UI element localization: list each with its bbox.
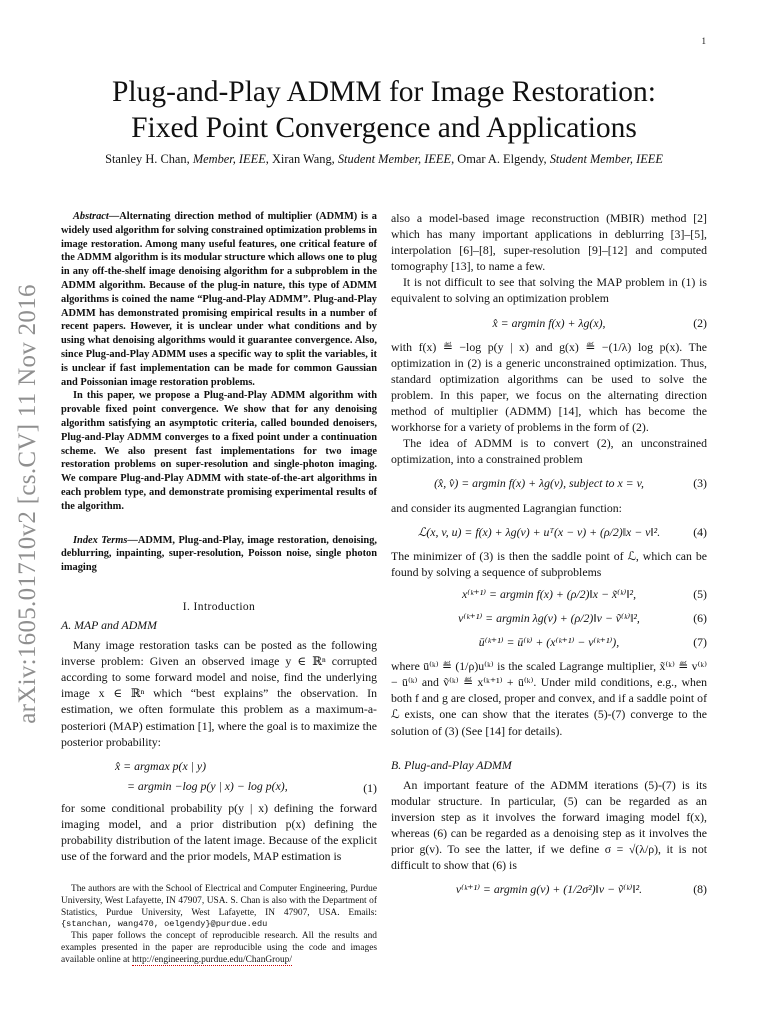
equation-6 <box>391 610 707 626</box>
equation-4-body: ℒ(x, v, u) = f(x) + λg(v) + uᵀ(x − v) + (ρ/2)‖x − v‖². <box>417 524 661 539</box>
right-paragraph-1: also a model-based image reconstruction (MBIR) method [2] which has many important applications in deblurring [3]–[5], interpolation [6]–[8], super-resolution [9]–[12] and computed tomography [13], to name a few. <box>391 211 707 274</box>
equation-2-number: (2) <box>693 315 707 330</box>
author-1-role: Member, IEEE <box>192 152 266 166</box>
equation-2 <box>391 315 707 331</box>
footnote-affiliation-text: The authors are with the School of Electrical and Computer Engineering, Purdue University, West Lafayette, IN 47907, USA. S. Chan is also with the Department of Statistics, Purdue University, West Lafayette, IN 47907, USA. Emails: <box>61 884 377 918</box>
equation-5-number: (5) <box>693 586 707 601</box>
intro-paragraph-1: Many image restoration tasks can be posted as the following inverse problem: Given an observed image y ∈ ℝⁿ corrupted according to some forward model and noise, find the underlying image x ∈ ℝⁿ which “best explains” the observation. In estimation, we often formulate this problem as a maximum-a-posteriori (MAP) estimation [1], where the goal is to maximize the posterior probability: <box>61 638 377 749</box>
equation-6-number: (6) <box>693 610 707 625</box>
equation-3 <box>391 475 707 491</box>
equation-4-number: (4) <box>693 524 707 539</box>
equation-1-number: (1) <box>363 780 377 795</box>
equation-6-body: v⁽ᵏ⁺¹⁾ = argmin λg(v) + (ρ/2)‖v − ṽ⁽ᵏ⁾‖², <box>458 610 640 625</box>
paper-title <box>0 74 768 146</box>
right-column <box>391 210 707 897</box>
intro-paragraph-2: for some conditional probability p(y | x) defining the forward imaging model, and a prior distribution p(x) defining the probability distribution of the latent image. Because of the explicit use of the forward and the prior models, MAP estimation is <box>61 800 377 864</box>
equation-2-body: x̂ = argmin f(x) + λg(x), <box>492 315 606 330</box>
equation-7-number: (7) <box>693 635 707 650</box>
equation-1-line-1: x̂ = argmax p(x | y) <box>115 758 207 773</box>
right-paragraph-6: The minimizer of (3) is then the saddle point of ℒ, which can be found by solving a sequence of subproblems <box>391 548 707 579</box>
right-paragraph-4: The idea of ADMM is to convert (2), an unconstrained optimization, into a constrained problem <box>391 436 707 467</box>
equation-7 <box>391 634 707 650</box>
footnote-emails: {stanchan, wang470, oelgendy}@purdue.edu <box>61 919 268 930</box>
equation-8 <box>391 881 707 897</box>
right-paragraph-2: It is not difficult to see that solving the MAP problem in (1) is equivalent to solving an optimization problem <box>391 275 707 306</box>
title-line-2: Fixed Point Convergence and Applications <box>131 112 637 144</box>
equation-5-body: x⁽ᵏ⁺¹⁾ = argmin f(x) + (ρ/2)‖x − x̃⁽ᵏ⁾‖², <box>461 586 637 601</box>
index-terms <box>61 534 377 575</box>
right-paragraph-8: An important feature of the ADMM iterations (5)-(7) is its modular structure. In particular, (5) can be regarded as an inversion step as it involves the forward imaging model f(x), whereas (6) can be regarded as a denoising step as it involves the prior g(v). To see the latter, if we define σ = √(λ/ρ), it is not difficult to show that (6) is <box>391 777 707 873</box>
author-list <box>0 152 768 167</box>
subsection-heading-pnp-admm: B. Plug-and-Play ADMM <box>391 757 512 772</box>
abstract <box>61 210 377 514</box>
index-terms-label: Index Terms <box>73 534 128 546</box>
author-3: , Omar A. Elgendy, <box>451 152 550 166</box>
author-1: Stanley H. Chan, <box>105 152 193 166</box>
footnote-affiliations <box>61 884 377 931</box>
abstract-paragraph-2: In this paper, we propose a Plug-and-Play ADMM algorithm with provable fixed point convergence. We show that for any denoising algorithm satisfying an asymptotic criteria, called bounded denoisers, Plug-and-Play ADMM converges to a fixed point under a continuation scheme. We also present fast implementations for two image restoration problems on super-resolution and single-photon imaging. We compare Plug-and-Play ADMM with state-of-the-art algorithms in each problem type, and demonstrate promising experimental results of the algorithm. <box>61 390 377 512</box>
arxiv-sidebar-stamp <box>8 237 48 772</box>
title-line-1: Plug-and-Play ADMM for Image Restoration: <box>111 76 657 108</box>
equation-1 <box>61 758 377 794</box>
abstract-label: Abstract <box>73 211 109 222</box>
equation-5 <box>391 586 707 602</box>
abstract-text-1: —Alternating direction method of multiplier (ADMM) is a widely used algorithm for solving constrained optimization problems in image restoration. Among many useful features, one critical feature of the ADMM algorithm is its modular structure which allows one to plug in any off-the-shelf image denoising algorithm for a subproblem in the ADMM algorithm. Because of the plug-in nature, this type of ADMM algorithms is coined the name “Plug-and-Play ADMM”. Plug-and-Play ADMM has demonstrated promising empirical results in a number of recent papers. However, it is unclear under what conditions and by using what denoising algorithms would it guarantee convergence. Also, since Plug-and-Play ADMM uses a specific way to split the variables, it is unclear if fast implementation can be made for common Gaussian and Poissonian image restoration problems. <box>61 211 377 388</box>
section-heading-introduction: I. Introduction <box>182 600 256 613</box>
equation-3-body: (x̂, v̂) = argmin f(x) + λg(v), subject to x = v, <box>434 476 644 491</box>
author-2: , Xiran Wang, <box>265 152 338 166</box>
footnote <box>61 884 377 967</box>
equation-8-number: (8) <box>693 882 707 897</box>
right-paragraph-5: and consider its augmented Lagrangian function: <box>391 500 622 515</box>
arxiv-identifier: arXiv:1605.01710v2 [cs.CV] 11 Nov 2016 <box>14 284 41 724</box>
footnote-reproducibility <box>61 931 377 966</box>
footnote-url-link[interactable]: http://engineering.purdue.edu/ChanGroup/ <box>132 954 292 965</box>
author-2-role: Student Member, IEEE <box>337 152 452 166</box>
page-number: 1 <box>701 36 706 46</box>
abstract-paragraph-1 <box>61 210 377 389</box>
equation-7-body: ū⁽ᵏ⁺¹⁾ = ū⁽ᵏ⁾ + (x⁽ᵏ⁺¹⁾ − v⁽ᵏ⁺¹⁾), <box>478 635 620 650</box>
equation-1-line-2: = argmin −log p(y | x) − log p(x), <box>127 778 288 793</box>
author-3-role: Student Member, IEEE <box>549 152 663 166</box>
index-terms-text: —ADMM, Plug-and-Play, image restoration, denoising, deblurring, inpainting, super-resolution, Poisson noise, single photon imaging <box>61 534 377 574</box>
equation-8-body: v⁽ᵏ⁺¹⁾ = argmin g(v) + (1/2σ²)‖v − ṽ⁽ᵏ⁾‖². <box>455 882 643 897</box>
right-paragraph-7: where ū⁽ᵏ⁾ ≝ (1/ρ)u⁽ᵏ⁾ is the scaled Lagrange multiplier, x̃⁽ᵏ⁾ ≝ v⁽ᵏ⁾ − ū⁽ᵏ⁾ and ṽ⁽ᵏ⁾ ≝ x⁽ᵏ⁺¹⁾ + ū⁽ᵏ⁾. Under mild conditions, e.g., when both f and g are closed, proper and convex, and if a saddle point of ℒ exists, one can show that the iterates (5)-(7) converge to the solution of (3) (See [14] for details). <box>391 659 707 738</box>
subsection-heading-map-admm: A. MAP and ADMM <box>61 618 157 633</box>
equation-4 <box>391 524 707 540</box>
right-paragraph-3: with f(x) ≝ −log p(y | x) and g(x) ≝ −(1/λ) log p(x). The optimization in (2) is a generic unconstrained optimization. Thus, standard optimization algorithms can be used to solve the problem. In this paper, we focus on the alternating direction method of multiplier (ADMM) [14], which has become the workhorse for a variety of problems in the form of (2). <box>391 339 707 435</box>
footnote-reproducibility-text: This paper follows the concept of reproducible research. All the results and examples presented in the paper are reproducible using the code and images available online at <box>61 931 377 965</box>
equation-3-number: (3) <box>693 476 707 491</box>
left-column <box>61 210 377 864</box>
